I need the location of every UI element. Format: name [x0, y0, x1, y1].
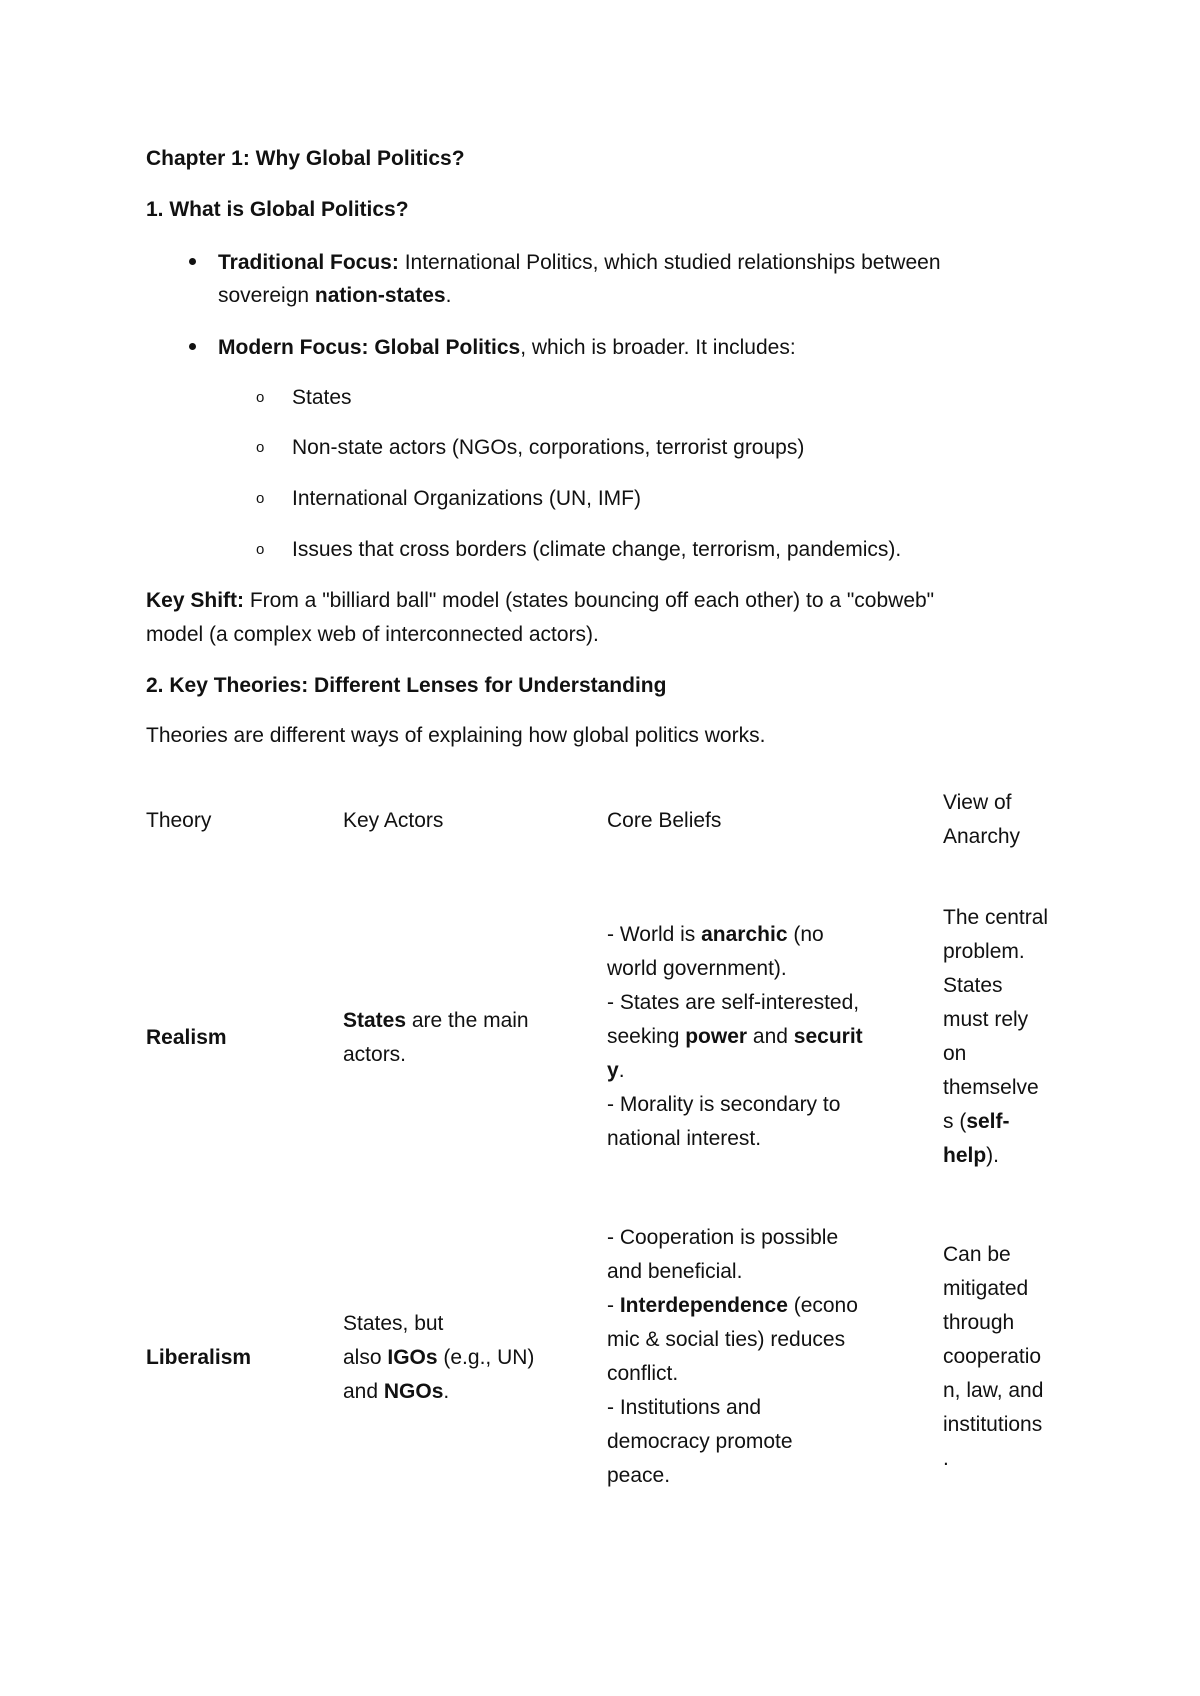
table-row-realism-view: The central problem. States must rely on themselve s (self- help).: [943, 906, 1049, 1167]
table-row-realism-theory: Realism: [146, 1026, 227, 1049]
section-1-heading: 1. What is Global Politics?: [146, 198, 409, 221]
key-shift-paragraph: Key Shift: From a "billiard ball" model (states bouncing off each other) to a "cobweb" model (a complex web of interconnected actors).: [146, 589, 935, 646]
bullet-dot-icon: [189, 258, 196, 265]
table-row-liberalism-actors: States, but also IGOs (e.g., UN) and NGOs.: [343, 1312, 535, 1403]
section-2-heading: 2. Key Theories: Different Lenses for Understanding: [146, 674, 667, 697]
bullet-traditional-text: Traditional Focus: International Politics, which studied relationships between sovereign nation-states.: [218, 251, 941, 307]
sub-bullet-icon: o: [256, 389, 265, 406]
table-header-theory: Theory: [146, 809, 212, 832]
table-header-view: View of Anarchy: [943, 791, 1021, 848]
chapter-title: Chapter 1: Why Global Politics?: [146, 147, 465, 170]
sub-bullet-icon: o: [256, 541, 265, 558]
table-row-liberalism-view: Can be mitigated through cooperatio n, law, and institutions .: [943, 1243, 1044, 1470]
table-row-liberalism-beliefs: - Cooperation is possible and beneficial. - Interdependence (econo mic & social ties) reduces conflict. - Institutions and democracy promote peace.: [607, 1226, 858, 1487]
bullet-dot-icon: [189, 343, 196, 350]
bullet-modern-text: Modern Focus: Global Politics, which is broader. It includes:: [218, 336, 796, 359]
table-row-realism-actors: States are the main actors.: [343, 1009, 529, 1066]
section-2-intro: Theories are different ways of explaining how global politics works.: [146, 724, 766, 747]
table-header-actors: Key Actors: [343, 809, 444, 832]
table-row-realism-beliefs: - World is anarchic (no world government). - States are self-interested, seeking power and securit y. - Morality is secondary to national interest.: [607, 923, 863, 1150]
table-row-liberalism-theory: Liberalism: [146, 1346, 252, 1369]
sub-bullet-icon: o: [256, 490, 265, 507]
table-header-beliefs: Core Beliefs: [607, 809, 722, 832]
sub-bullet-icon: o: [256, 439, 265, 456]
